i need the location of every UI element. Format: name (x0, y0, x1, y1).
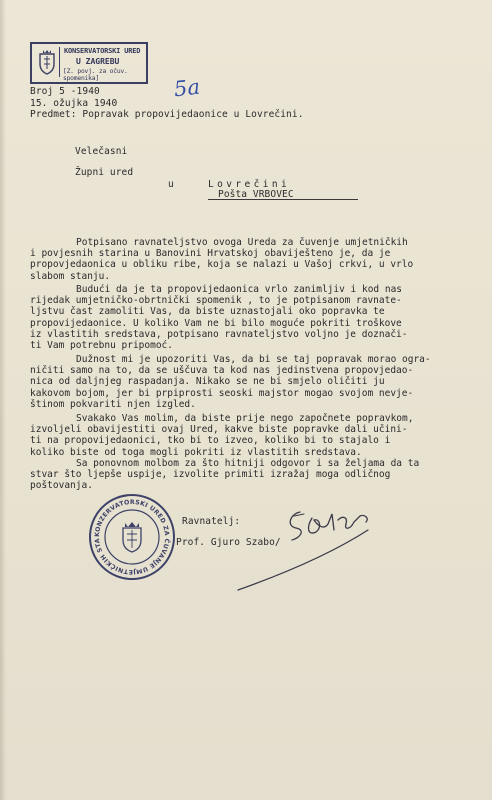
paragraph-3 (30, 354, 431, 410)
text-line: kakovom bojom, jer bi prpiprosti seoski majstor mogao svojom nevje- (30, 387, 414, 399)
text-line: propovjedaonica u obliku ribe, koja se nalazi u Vašoj crkvi, u vrlo (30, 259, 414, 271)
handwritten-number: 5a (172, 74, 202, 102)
text-line: i povjesnih starina u Banovini Hrvatskoj obaviješteno je, da je (30, 248, 391, 260)
text-line: rijedak umjetničko-obrtnički spomenik , to je potpisanom ravnate- (30, 295, 402, 307)
text-line: stvar što ljepše uspije, izvolite primiti izražaj moga odličnog (30, 469, 391, 481)
text-line: iz vlastitih sredstava, potpisano ravnateljstvo voljno je doznači- (30, 328, 408, 340)
stamp-line-3: [Z. povj. za očuv. spomenika] (63, 68, 128, 82)
handwritten-signature (230, 490, 380, 595)
signatory-name: Prof. Gjuro Szabo/ (176, 537, 281, 548)
text-line: izvoljeli obavijestiti ovaj Ured, kakve biste popravke dali učini- (30, 424, 408, 436)
round-stamp-ring-text: KONZERVATORSKI URED ZA ČUVANJE UMJETNIČKIH STA (93, 498, 171, 576)
paragraph-2 (30, 284, 408, 351)
text-line: Potpisano ravnateljstvo ovoga Ureda za čuvenje umjetničkih (76, 237, 408, 248)
text-line: Budući da je ta propovijedaonica vrlo zanimljiv i kod nas (76, 284, 403, 295)
text-line: poštovanja. (30, 480, 93, 492)
office-stamp (30, 42, 148, 84)
recipient-u: u (168, 179, 174, 190)
recipient-place: Lovrečini (208, 179, 291, 190)
text-line: štinom pokvariti njen izgled. (30, 398, 196, 410)
paragraph-4 (30, 413, 419, 491)
text-line: Sa ponovnom molbom za što hitniji odgovor i sa željama da ta (76, 457, 420, 469)
text-line: ljstvu čast zamoliti Vas, da biste uznastojali oko popravka te (30, 306, 385, 318)
coat-of-arms-icon (35, 47, 60, 77)
closing-title: Ravnatelj: (182, 516, 241, 527)
text-line: ti Vam potrebnu pripomoć. (30, 340, 173, 352)
stamp-line-1: KONSERVATORSKI URED (64, 47, 141, 55)
letter-date: 15. ožujka 1940 (30, 98, 118, 109)
coat-of-arms-icon (123, 522, 141, 552)
page-edge-shadow (0, 0, 6, 800)
text-line: propovijedaonice. U koliko Vam ne bi bilo moguće pokriti troškove (30, 317, 402, 329)
text-line: koliko biste od toga mogli pokriti iz vlastitih sredstava. (30, 446, 362, 458)
letter-subject: Predmet: Popravak propovijedaonice u Lovrečini. (30, 109, 304, 120)
round-official-stamp (87, 492, 177, 582)
text-line: nica od daljnjeg raspadanja. Nikako se ne bi smjelo oličiti ju (30, 376, 385, 388)
text-line: Svakako Vas molim, da biste prije nego započnete popravkom, (76, 413, 414, 424)
recipient-post: Pošta VRBOVEC (218, 189, 294, 200)
stamp-line-2: U ZAGREBU (76, 57, 120, 66)
paragraph-1 (30, 237, 413, 282)
text-line: slabom stanju. (30, 270, 111, 282)
text-line: ničiti samo na to, da se uščuva ta kod nas jedinstvena propovjedao- (30, 365, 414, 377)
salutation: Velečasni (75, 146, 128, 157)
reference-number: Broj 5 -1940 (30, 86, 100, 97)
text-line: Dužnost mi je upozoriti Vas, da bi se taj popravak morao ogra- (76, 354, 431, 365)
recipient-office: Župni ured (75, 167, 134, 178)
text-line: ti na propovijedaonici, tko bi to izveo, koliko bi to stajalo i (30, 435, 391, 447)
